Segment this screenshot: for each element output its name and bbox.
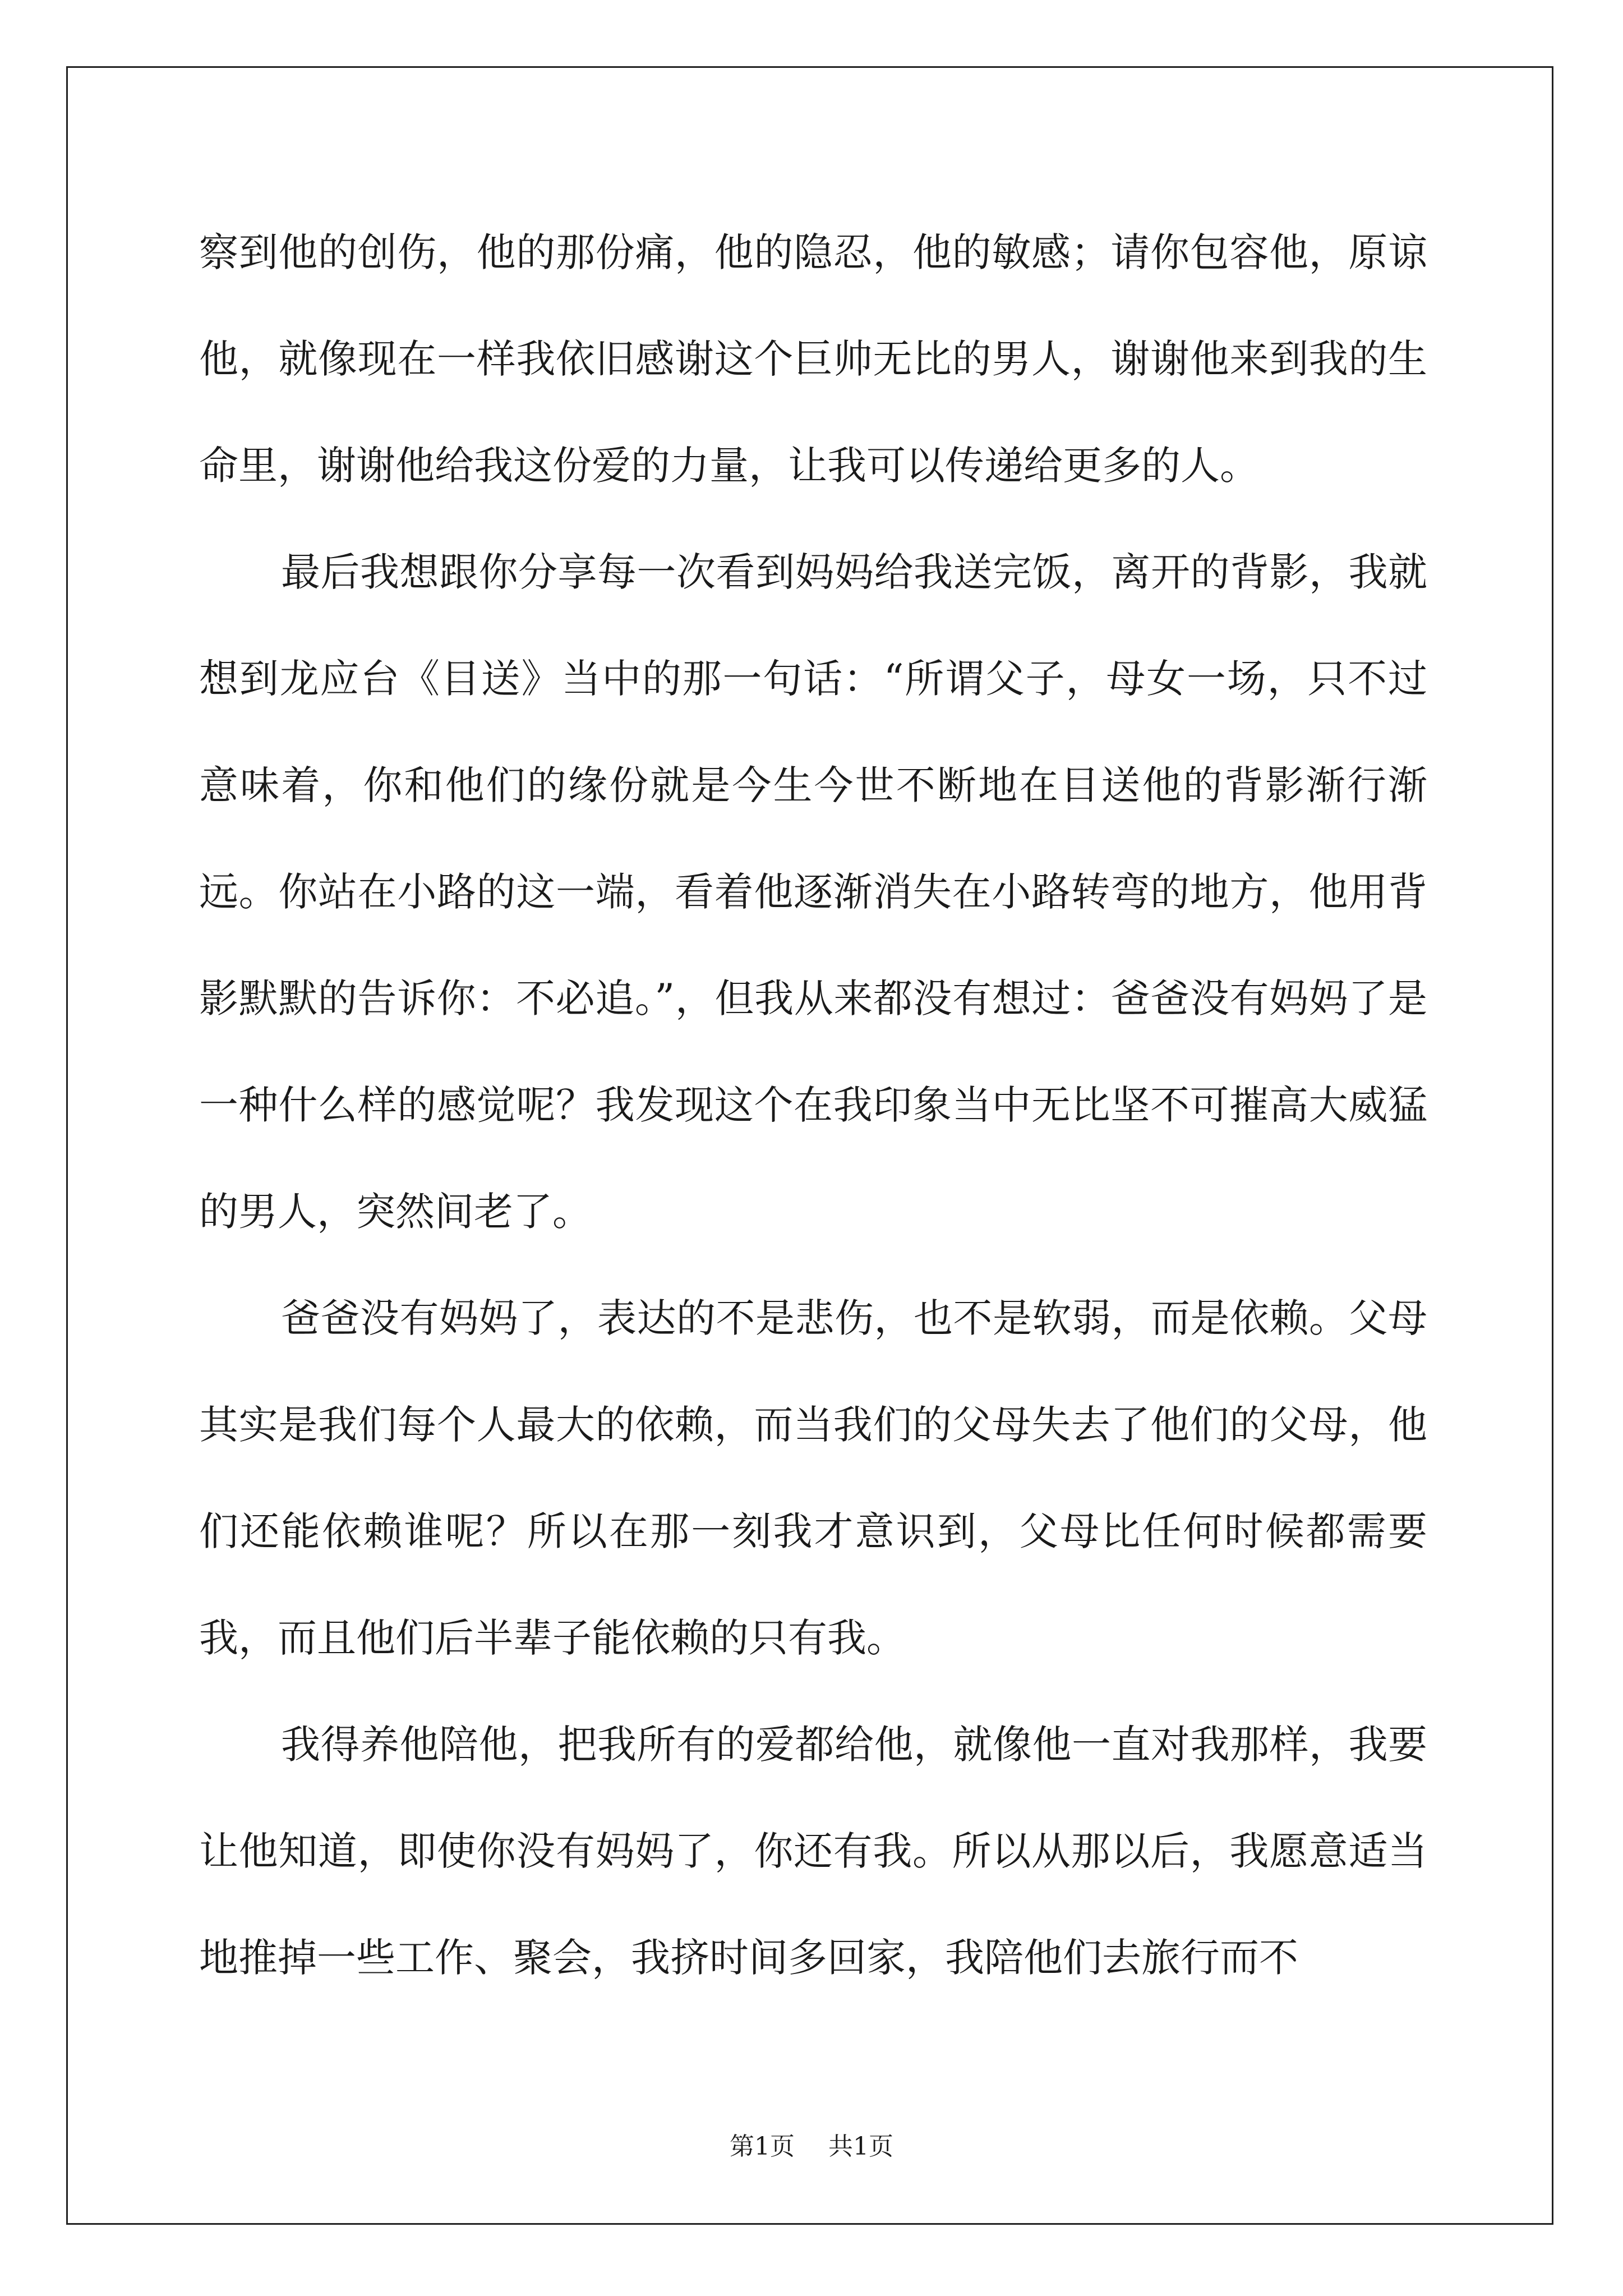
page-number: 第1页 [730,2132,795,2161]
document-body [199,199,1427,2011]
paragraph-3: 爸爸没有妈妈了，表达的不是悲伤，也不是软弱，而是依赖。父母其实是我们每个人最大的依赖，而当我们的父母失去了他们的父母，他们还能依赖谁呢？所以在那一刻我才意识到，父母比任何时候都需要我，而且他们后半辈子能依赖的只有我。 [199,1295,1427,1661]
paragraph-2: 最后我想跟你分享每一次看到妈妈给我送完饭，离开的背影，我就想到龙应台《目送》当中的那一句话：“所谓父子，母女一场，只不过意味着，你和他们的缘份就是今生今世不断地在目送他的背影渐行渐远。你站在小路的这一端，看着他逐渐消失在小路转弯的地方，他用背影默默的告诉你：不必追。”，但我从来都没有想过：爸爸没有妈妈了是一种什么样的感觉呢？我发现这个在我印象当中无比坚不可摧高大威猛的男人，突然间老了。 [199,549,1427,1235]
page-total: 共1页 [828,2132,893,2161]
paragraph-1: 察到他的创伤，他的那份痛，他的隐忍，他的敏感；请你包容他，原谅他，就像现在一样我依旧感谢这个巨帅无比的男人，谢谢他来到我的生命里，谢谢他给我这份爱的力量，让我可以传递给更多的人。 [199,229,1427,489]
paragraph-4: 我得养他陪他，把我所有的爱都给他，就像他一直对我那样，我要让他知道，即使你没有妈妈了，你还有我。所以从那以后，我愿意适当地推掉一些工作、聚会，我挤时间多回家，我陪他们去旅行而不 [199,1722,1427,1981]
page-footer [0,2126,1623,2162]
